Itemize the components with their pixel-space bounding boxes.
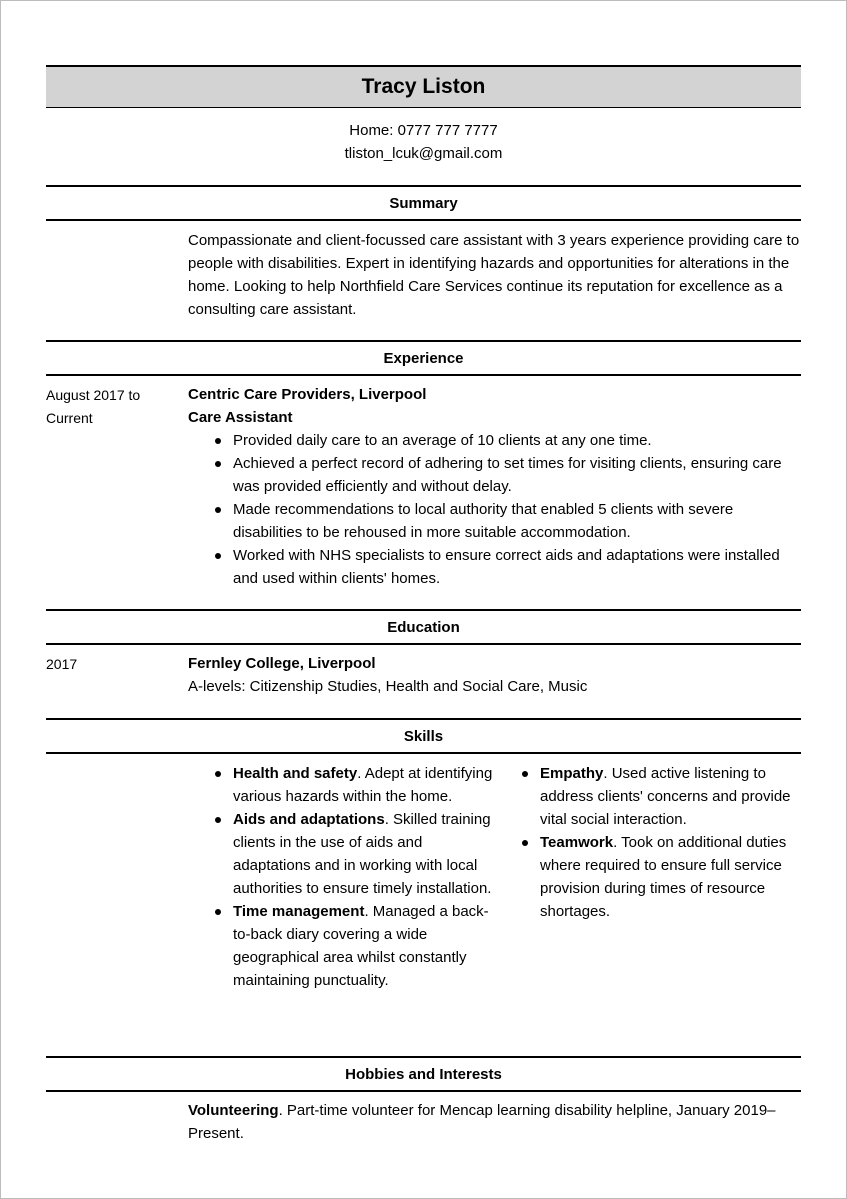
list-item [495,762,801,831]
hobbies-text [188,1099,801,1145]
education-entry [188,652,801,698]
hobbies-section [188,1099,801,1145]
experience-date-end: Current [46,410,93,426]
skill-description: . Used active listening to address clients' concerns and provide vital social interaction. [540,765,791,828]
skill-description: . Skilled training clients in the use of aids and adaptations and in working with local authorities to ensure timely installation. [233,811,492,897]
contact-phone: Home: 0777 777 7777 [349,122,498,139]
list-item: Worked with NHS specialists to ensure correct aids and adaptations were installed and used within clients' homes. [188,544,801,590]
experience-date [46,384,176,430]
list-item: Made recommendations to local authority that enabled 5 clients with severe disabilities to be rehoused in more suitable accommodation. [188,498,801,544]
skill-title: Health and safety [233,765,358,782]
list-item [188,900,496,992]
summary-heading: Summary [46,185,801,221]
summary-text: Compassionate and client-focussed care assistant with 3 years experience providing care to people with disabilities. Expert in identifying hazards and opportunities for alterations in the home. Looking to help Northfield Care Services continue its reputation for excellence as a consulting care assistant. [188,232,800,318]
experience-date-start: August 2017 to [46,387,141,403]
skill-title: Time management [233,903,365,920]
list-item: Achieved a perfect record of adhering to set times for visiting clients, ensuring care was provided efficiently and without delay. [188,452,801,498]
hobbies-heading: Hobbies and Interests [46,1056,801,1092]
experience-role: Care Assistant [188,409,293,426]
skills-list-right [495,762,801,923]
skill-description: . Managed a back-to-back diary covering a wide geographical area whilst constantly maintaining punctuality. [233,903,489,989]
skills-heading: Skills [46,718,801,754]
education-date: 2017 [46,656,78,672]
hobby-description: . Part-time volunteer for Mencap learning disability helpline, January 2019–Present. [188,1102,776,1142]
education-institution: Fernley College, Liverpool [188,655,376,672]
experience-bullets [188,429,801,590]
experience-employer: Centric Care Providers, Liverpool [188,386,427,403]
skill-description: . Adept at identifying various hazards within the home. [233,765,493,805]
skill-title: Empathy [540,765,604,782]
contact-email: tliston_lcuk@gmail.com [344,145,503,162]
skills-column-right [495,762,801,923]
summary-section [188,229,801,321]
list-item [495,831,801,923]
experience-heading: Experience [46,340,801,376]
skills-column-left [188,762,496,992]
skill-title: Aids and adaptations [233,811,385,828]
skill-description: . Took on additional duties where required to ensure full service provision during times of resource shortages. [540,834,787,920]
skills-list-left [188,762,496,992]
education-detail: A-levels: Citizenship Studies, Health and Social Care, Music [188,678,588,695]
education-heading: Education [46,609,801,645]
contact-block [46,119,801,165]
experience-entry [188,383,801,590]
skill-title: Teamwork [540,834,614,851]
hobby-title: Volunteering [188,1102,279,1119]
list-item: Provided daily care to an average of 10 clients at any one time. [188,429,801,452]
list-item [188,762,496,808]
list-item [188,808,496,900]
candidate-name: Tracy Liston [46,65,801,108]
